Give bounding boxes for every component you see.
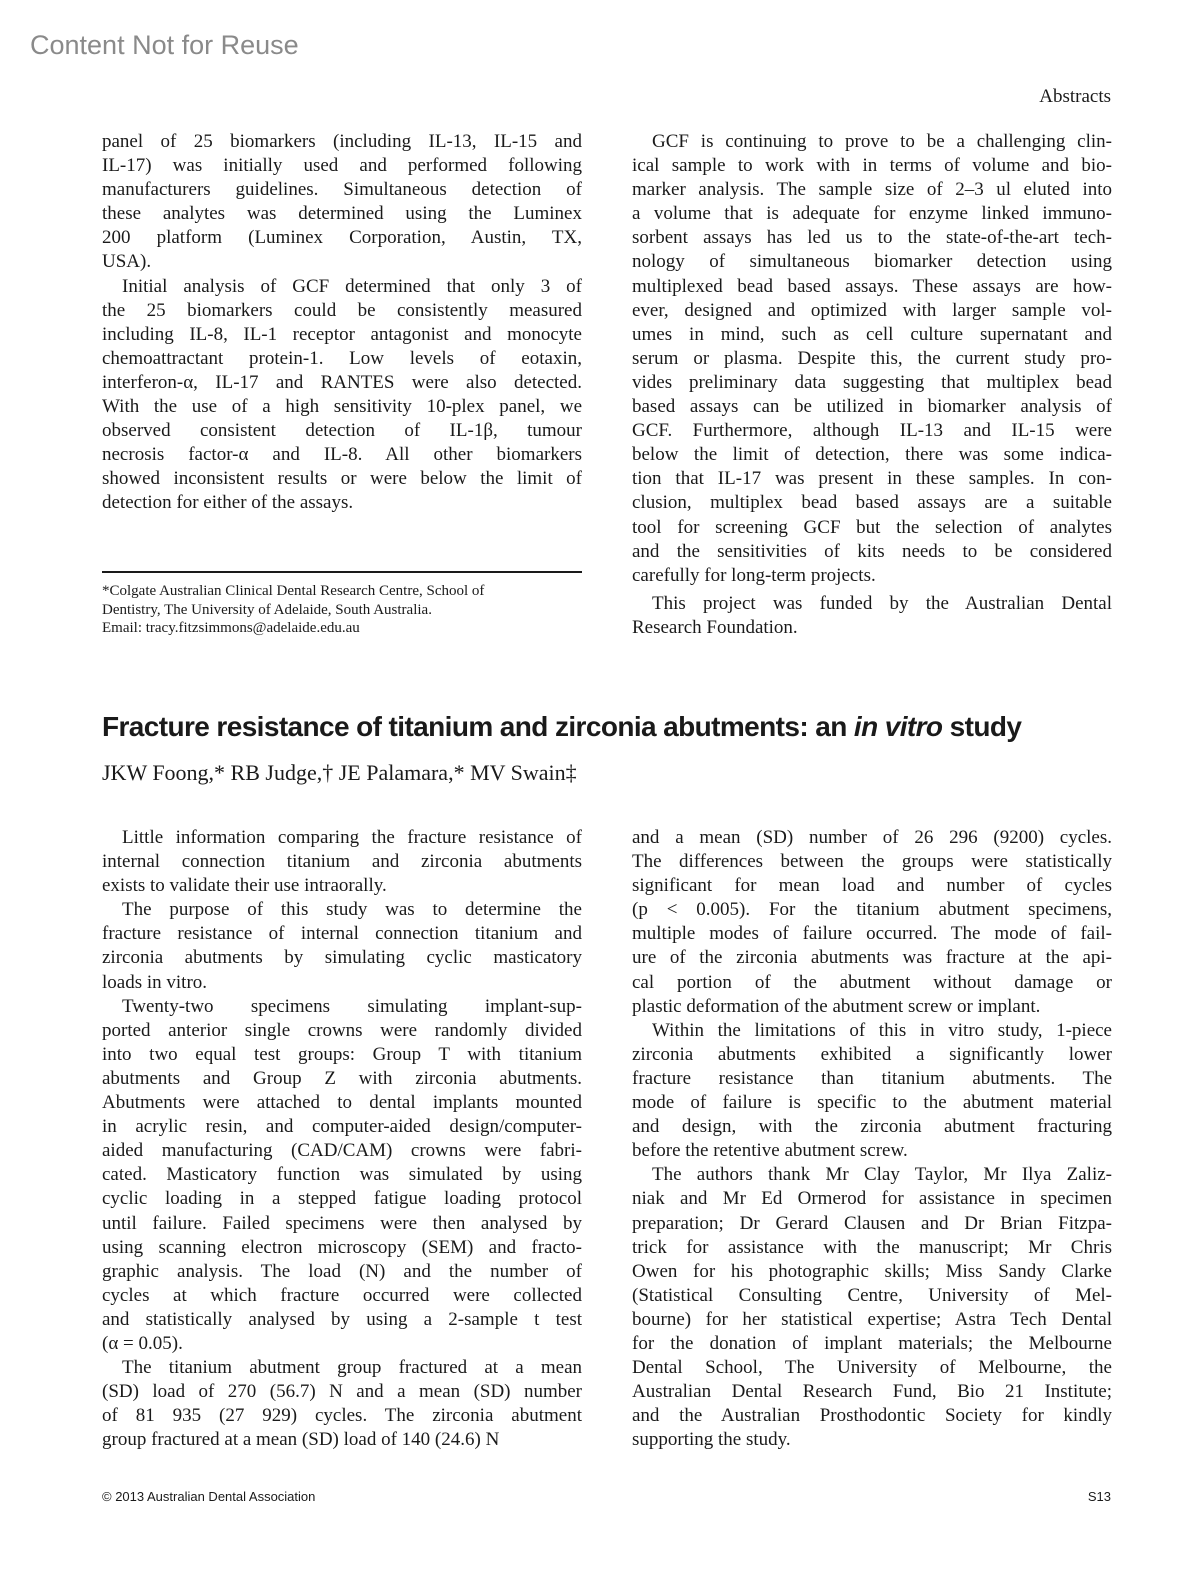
text-line: The authors thank Mr Clay Taylor, Mr Ilya Zaliz- — [652, 1164, 1112, 1186]
text-line: using scanning electron microscopy (SEM) and fracto- — [102, 1236, 582, 1258]
text-line: of 81 935 (27 929) cycles. The zirconia abutment — [102, 1405, 582, 1427]
text-line: manufacturers guidelines. Simultaneous detection of — [102, 179, 582, 201]
text-line: the 25 biomarkers could be consistently measured — [102, 299, 582, 321]
text-line: cated. Masticatory function was simulated by using — [102, 1164, 582, 1186]
text-line: including IL-8, IL-1 receptor antagonist and monocyte — [102, 323, 582, 345]
text-line: GCF is continuing to prove to be a challenging clin- — [652, 131, 1112, 152]
text-line: panel of 25 biomarkers (including IL-13, IL-15 and — [102, 131, 582, 152]
text-line: ever, designed and optimized with larger sample vol- — [632, 299, 1112, 321]
paragraph — [632, 130, 1112, 588]
text-line: USA). — [102, 251, 152, 273]
footnote-line: Email: tracy.fitzsimmons@adelaide.edu.au — [102, 620, 360, 636]
text-line: before the retentive abutment screw. — [632, 1140, 908, 1162]
text-line: cal portion of the abutment without damage or — [632, 971, 1112, 993]
text-line: cycles at which fracture occurred were collected — [102, 1284, 582, 1306]
text-line: (SD) load of 270 (56.7) N and a mean (SD) number — [102, 1381, 582, 1403]
text-line: chemoattractant protein-1. Low levels of eotaxin, — [102, 347, 582, 369]
text-line: clusion, multiplex bead based assays are a suitable — [632, 492, 1112, 514]
running-header: Abstracts — [1039, 86, 1111, 107]
text-line: interferon-α, IL-17 and RANTES were also detected. — [102, 371, 582, 393]
page-number: S13 — [1087, 1489, 1111, 1504]
text-line: and design, with the zirconia abutment fracturing — [632, 1116, 1112, 1138]
text-line: Within the limitations of this in vitro study, 1-piece — [652, 1019, 1112, 1041]
text-line: group fractured at a mean (SD) load of 140 (24.6) N — [102, 1429, 500, 1451]
text-line: necrosis factor-α and IL-8. All other biomarkers — [102, 444, 582, 466]
text-line: fracture resistance of internal connection titanium and — [102, 923, 582, 945]
paragraph — [632, 592, 1112, 640]
text-line: plastic deformation of the abutment screw or implant. — [632, 995, 1041, 1017]
text-line: The differences between the groups were statistically — [632, 851, 1112, 873]
paragraph — [102, 898, 582, 994]
text-line: Australian Dental Research Fund, Bio 21 Institute; — [632, 1381, 1112, 1403]
text-line: GCF. Furthermore, although IL-13 and IL-15 were — [632, 420, 1112, 442]
text-line: multiple modes of failure occurred. The mode of fail- — [632, 923, 1112, 945]
text-line: With the use of a high sensitivity 10-plex panel, we — [102, 396, 582, 418]
text-line: based assays can be utilized in biomarker analysis of — [632, 396, 1112, 418]
text-line: Research Foundation. — [632, 616, 798, 638]
article-authors: JKW Foong,* RB Judge,† JE Palamara,* MV Swain‡ — [102, 760, 577, 785]
text-line: for the donation of implant materials; the Melbourne — [632, 1332, 1112, 1354]
text-line: (Statistical Consulting Centre, University of Mel- — [632, 1284, 1112, 1306]
text-line: abutments and Group Z with zirconia abutments. — [102, 1067, 582, 1089]
text-line: zirconia abutments by simulating cyclic masticatory — [102, 947, 582, 969]
text-line: preparation; Dr Gerard Clausen and Dr Brian Fitzpa- — [632, 1212, 1112, 1234]
text-line: a volume that is adequate for enzyme linked immuno- — [632, 203, 1112, 225]
footnote — [102, 582, 582, 638]
title-italic: in vitro — [853, 711, 943, 742]
footnote-line: *Colgate Australian Clinical Dental Research Centre, School of — [102, 583, 485, 599]
text-line: internal connection titanium and zirconia abutments — [102, 851, 582, 873]
footnote-divider — [102, 571, 582, 573]
text-line: Little information comparing the fracture resistance of — [122, 827, 582, 848]
watermark: Content Not for Reuse — [30, 30, 299, 60]
text-line: zirconia abutments exhibited a significantly lower — [632, 1043, 1112, 1065]
text-line: (α = 0.05). — [102, 1332, 183, 1354]
text-line: umes in mind, such as cell culture supernatant and — [632, 323, 1112, 345]
top-right-column — [632, 130, 1112, 640]
text-line: mode of failure is specific to the abutment material — [632, 1092, 1112, 1114]
text-line: bourne) for her statistical expertise; Astra Tech Dental — [632, 1308, 1112, 1330]
text-line: (p < 0.005). For the titanium abutment specimens, — [632, 899, 1112, 921]
text-line: and the sensitivities of kits needs to be considered — [632, 540, 1112, 562]
text-line: niak and Mr Ed Ormerod for assistance in specimen — [632, 1188, 1112, 1210]
text-line: 200 platform (Luminex Corporation, Austin, TX, — [102, 227, 582, 249]
text-line: observed consistent detection of IL-1β, tumour — [102, 420, 582, 442]
article-title — [102, 711, 1021, 743]
text-line: serum or plasma. Despite this, the current study pro- — [632, 347, 1112, 369]
text-line: into two equal test groups: Group T with titanium — [102, 1043, 582, 1065]
article-left-column — [102, 826, 582, 1452]
text-line: and a mean (SD) number of 26 296 (9200) cycles. — [632, 827, 1112, 848]
article-right-column — [632, 826, 1112, 1452]
text-line: loads in vitro. — [102, 971, 208, 993]
text-line: until failure. Failed specimens were then analysed by — [102, 1212, 582, 1234]
paragraph — [102, 1356, 582, 1452]
text-line: tool for screening GCF but the selection of analytes — [632, 516, 1112, 538]
text-line: and the Australian Prosthodontic Society for kindly — [632, 1405, 1112, 1427]
text-line: marker analysis. The sample size of 2–3 ul eluted into — [632, 179, 1112, 201]
text-line: detection for either of the assays. — [102, 492, 354, 514]
text-line: The titanium abutment group fractured at a mean — [122, 1357, 582, 1379]
paragraph — [632, 1019, 1112, 1164]
text-line: Dental School, The University of Melbourne, the — [632, 1357, 1112, 1379]
text-line: Owen for his photographic skills; Miss Sandy Clarke — [632, 1260, 1112, 1282]
paragraph — [632, 1163, 1112, 1452]
text-line: showed inconsistent results or were below the limit of — [102, 468, 582, 490]
text-line: ported anterior single crowns were randomly divided — [102, 1019, 582, 1041]
text-line: graphic analysis. The load (N) and the number of — [102, 1260, 582, 1282]
text-line: multiplexed bead based assays. These assays are how- — [632, 275, 1112, 297]
text-line: aided manufacturing (CAD/CAM) crowns were fabri- — [102, 1140, 582, 1162]
text-line: sorbent assays has led us to the state-of-the-art tech- — [632, 227, 1112, 249]
text-line: vides preliminary data suggesting that multiplex bead — [632, 371, 1112, 393]
text-line: cyclic loading in a stepped fatigue loading protocol — [102, 1188, 582, 1210]
text-line: significant for mean load and number of cycles — [632, 875, 1112, 897]
paragraph — [102, 995, 582, 1356]
text-line: trick for assistance with the manuscript; Mr Chris — [632, 1236, 1112, 1258]
paragraph — [632, 826, 1112, 1019]
text-line: ure of the zirconia abutments was fracture at the api- — [632, 947, 1112, 969]
text-line: nology of simultaneous biomarker detection using — [632, 251, 1112, 273]
text-line: these analytes was determined using the Luminex — [102, 203, 582, 225]
text-line: fracture resistance than titanium abutments. The — [632, 1067, 1112, 1089]
text-line: exists to validate their use intraorally. — [102, 875, 387, 897]
title-text-end: study — [942, 711, 1022, 742]
text-line: IL-17) was initially used and performed following — [102, 155, 582, 177]
text-line: carefully for long-term projects. — [632, 564, 876, 586]
paragraph — [102, 130, 582, 275]
text-line: supporting the study. — [632, 1429, 791, 1451]
top-left-column — [102, 130, 582, 516]
text-line: Abutments were attached to dental implants mounted — [102, 1092, 582, 1114]
text-line: This project was funded by the Australian Dental — [652, 592, 1112, 614]
title-text: Fracture resistance of titanium and zirconia abutments: an — [102, 711, 854, 742]
text-line: below the limit of detection, there was some indica- — [632, 444, 1112, 466]
paragraph — [102, 275, 582, 516]
footnote-line: Dentistry, The University of Adelaide, South Australia. — [102, 601, 432, 618]
text-line: ical sample to work with in terms of volume and bio- — [632, 155, 1112, 177]
text-line: The purpose of this study was to determine the — [122, 899, 582, 921]
text-line: in acrylic resin, and computer-aided design/computer- — [102, 1116, 582, 1138]
copyright: © 2013 Australian Dental Association — [102, 1489, 316, 1504]
text-line: Initial analysis of GCF determined that only 3 of — [122, 275, 582, 297]
text-line: and statistically analysed by using a 2-sample t test — [102, 1308, 582, 1330]
paragraph — [102, 826, 582, 898]
text-line: tion that IL-17 was present in these samples. In con- — [632, 468, 1112, 490]
text-line: Twenty-two specimens simulating implant-sup- — [122, 995, 582, 1017]
